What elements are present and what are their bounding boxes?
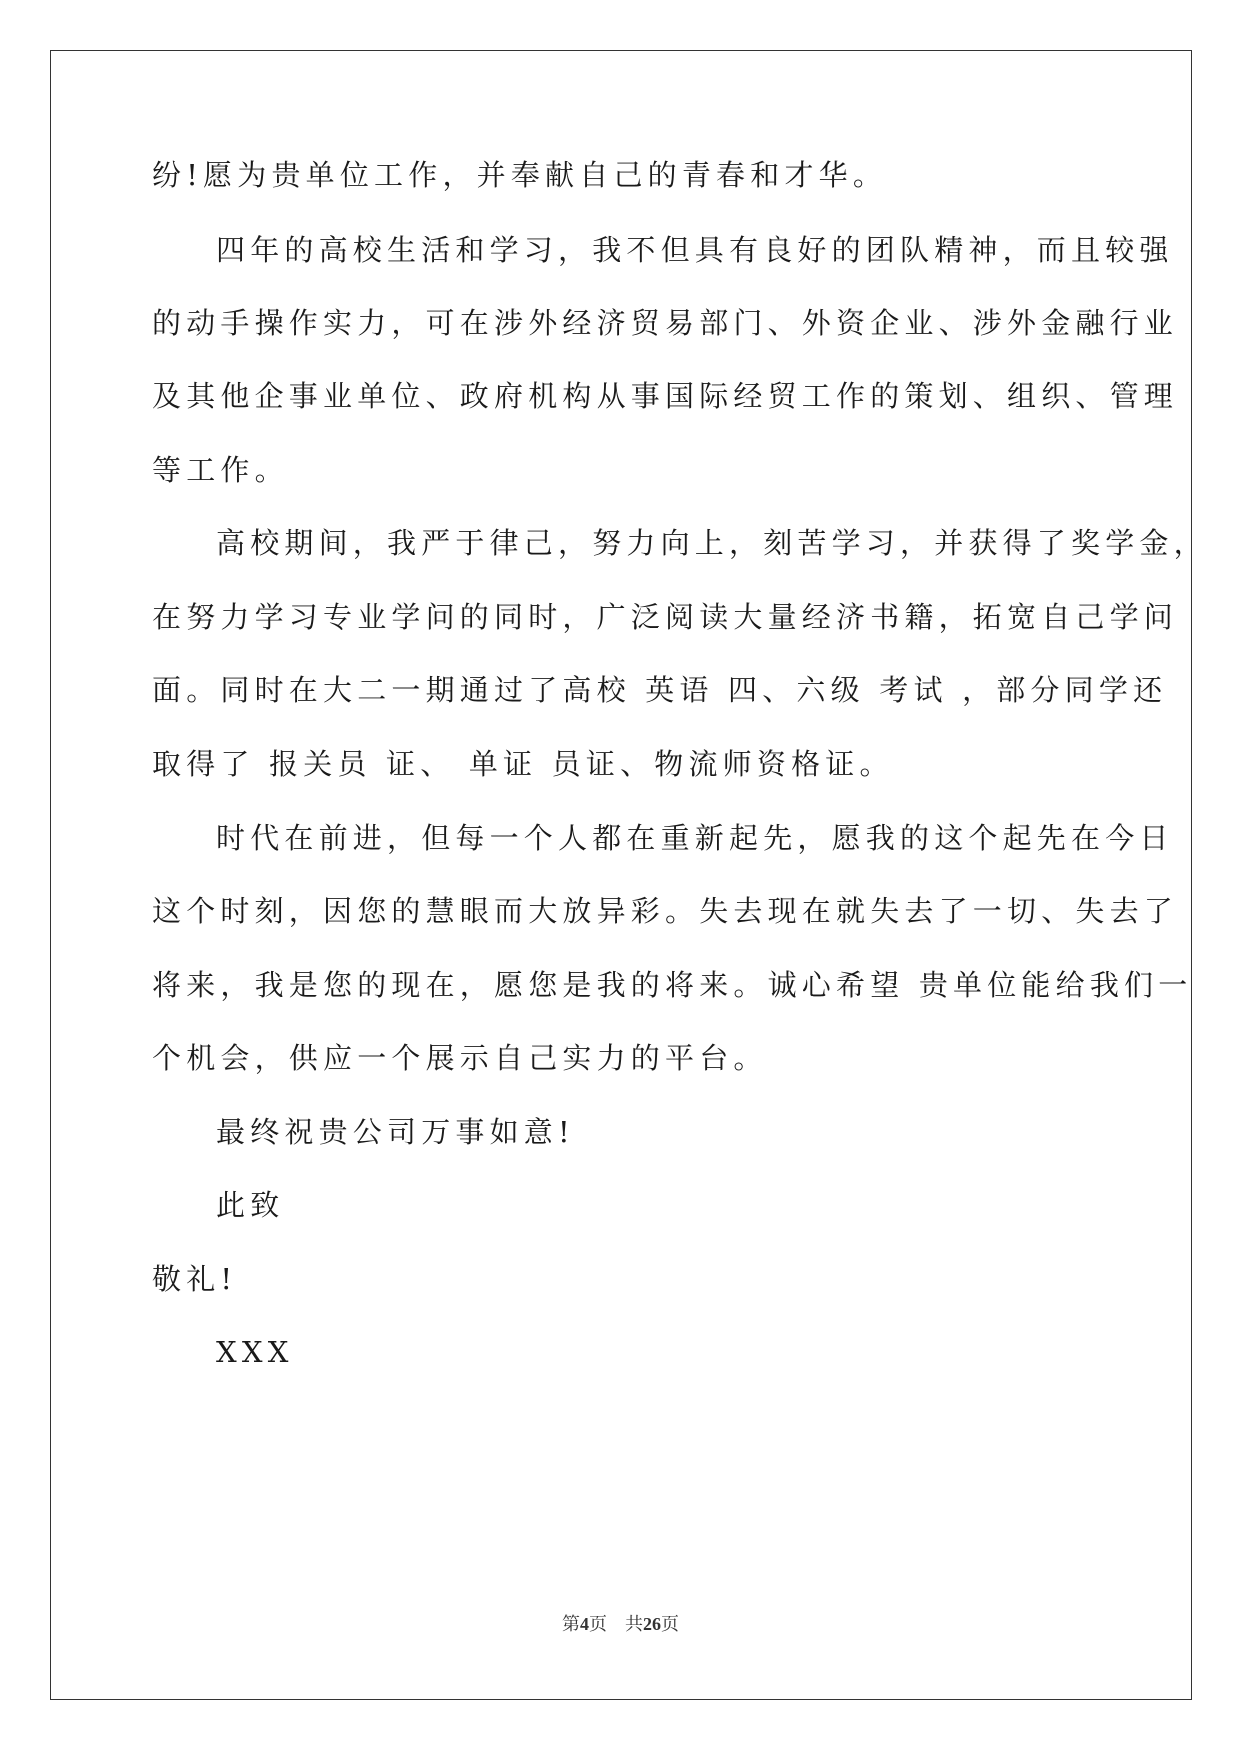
text-line: 四年的高校生活和学习，我不但具有良好的团队精神，而且较强 — [216, 233, 1174, 267]
text-line: 敬礼! — [152, 1262, 238, 1296]
page-suffix: 页 — [589, 1614, 607, 1634]
text-line: XXX — [216, 1335, 294, 1369]
text-line: 高校期间，我严于律己，努力向上，刻苦学习，并获得了奖学金， — [216, 526, 1208, 560]
text-line: 的动手操作实力，可在涉外经济贸易部门、外资企业、涉外金融行业 — [152, 306, 1179, 340]
page-number: 4 — [580, 1614, 589, 1634]
text-line: 时代在前进，但每一个人都在重新起先，愿我的这个起先在今日 — [216, 821, 1174, 855]
text-line: 及其他企事业单位、政府机构从事国际经贸工作的策划、组织、管理 — [152, 379, 1179, 413]
total-pages: 26 — [643, 1614, 661, 1634]
text-line: 最终祝贵公司万事如意! — [216, 1115, 575, 1149]
page-footer — [0, 1613, 1241, 1635]
text-line: 取得了 报关员 证、 单证 员证、物流师资格证。 — [152, 747, 894, 781]
text-line: 此致 — [216, 1188, 285, 1222]
page-prefix: 第 — [562, 1614, 580, 1634]
text-line: 纷!愿为贵单位工作，并奉献自己的青春和才华。 — [152, 158, 888, 192]
page-border — [50, 50, 1192, 1700]
text-line: 等工作。 — [152, 453, 289, 487]
text-line: 将来，我是您的现在，愿您是我的将来。诚心希望 贵单位能给我们一 — [152, 968, 1193, 1002]
total-suffix: 页 — [661, 1614, 679, 1634]
text-line: 在努力学习专业学问的同时，广泛阅读大量经济书籍，拓宽自己学问 — [152, 600, 1179, 634]
text-line: 这个时刻，因您的慧眼而大放异彩。失去现在就失去了一切、失去了 — [152, 894, 1179, 928]
total-prefix: 共 — [625, 1614, 643, 1634]
text-line: 个机会，供应一个展示自己实力的平台。 — [152, 1041, 768, 1075]
text-line: 面。同时在大二一期通过了高校 英语 四、六级 考试 ，部分同学还 — [152, 673, 1168, 707]
